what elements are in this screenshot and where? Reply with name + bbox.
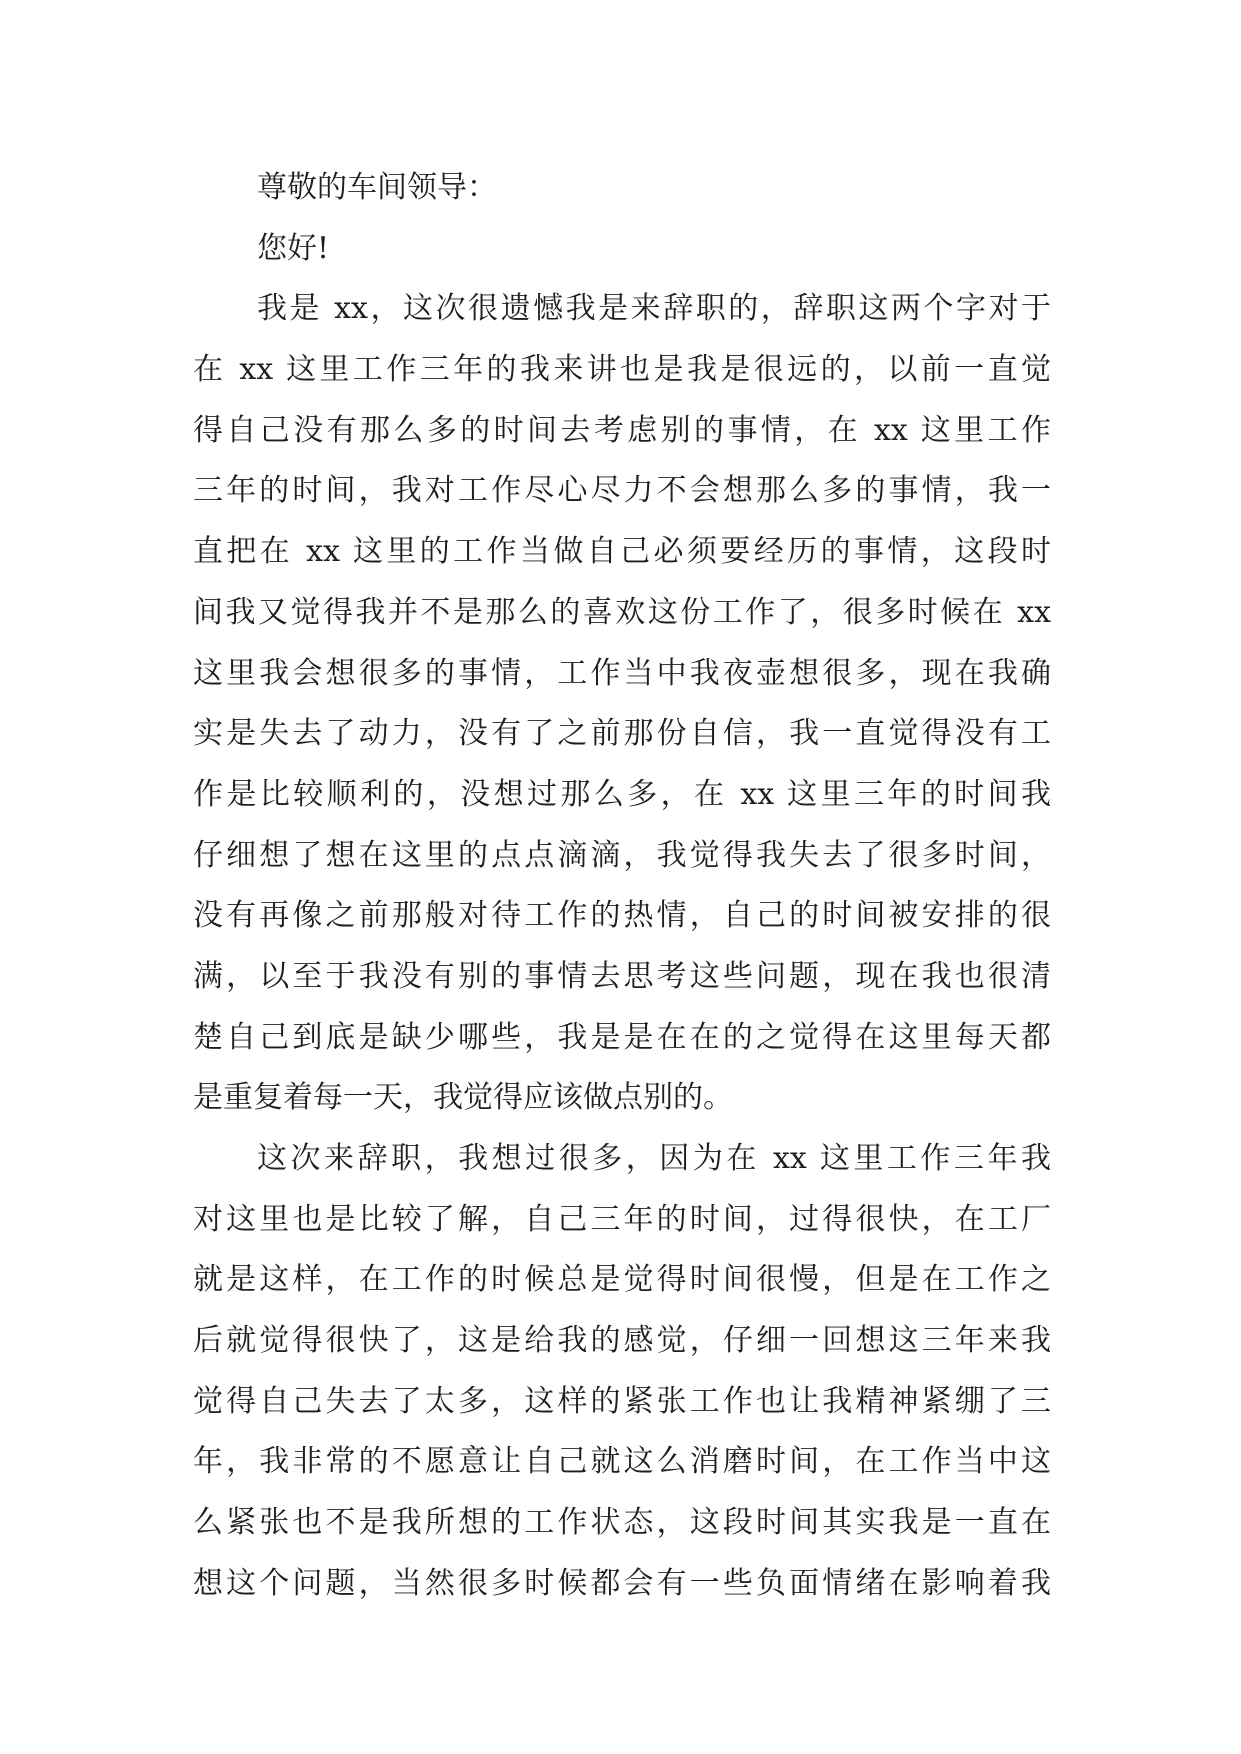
salutation: 尊敬的车间领导：: [257, 170, 497, 205]
paragraph-2-line: 这次来辞职，我想过很多，因为在 xx 这里工作三年我: [257, 1141, 1051, 1176]
paragraph-2-line: 就是这样，在工作的时候总是觉得时间很慢，但是在工作之: [193, 1262, 1051, 1298]
paragraph-2-line: 对这里也是比较了解，自己三年的时间，过得很快，在工厂: [193, 1201, 1051, 1237]
paragraph-1-line: 仔细想了想在这里的点点滴滴，我觉得我失去了很多时间，: [193, 837, 1051, 873]
paragraph-1-line: 直把在 xx 这里的工作当做自己必须要经历的事情，这段时: [193, 534, 1051, 570]
greeting: 您好!: [257, 230, 330, 266]
paragraph-1-line: 这里我会想很多的事情，工作当中我夜壶想很多，现在我确: [193, 655, 1051, 691]
paragraph-1-line: 在 xx 这里工作三年的我来讲也是我是很远的，以前一直觉: [193, 352, 1051, 388]
paragraph-1-line: 没有再像之前那般对待工作的热情，自己的时间被安排的很: [193, 898, 1051, 934]
paragraph-2-line: 想这个问题，当然很多时候都会有一些负面情绪在影响着我: [193, 1565, 1051, 1601]
paragraph-1-line: 我是 xx，这次很遗憾我是来辞职的，辞职这两个字对于: [257, 291, 1051, 327]
letter-body: [193, 158, 1051, 1615]
paragraph-1-line: 楚自己到底是缺少哪些，我是是在在的之觉得在这里每天都: [193, 1019, 1051, 1055]
paragraph-2-line: 么紧张也不是我所想的工作状态，这段时间其实我是一直在: [193, 1505, 1051, 1541]
paragraph-1-line: 得自己没有那么多的时间去考虑别的事情，在 xx 这里工作: [193, 412, 1051, 448]
paragraph-1-line: 实是失去了动力，没有了之前那份自信，我一直觉得没有工: [193, 716, 1051, 752]
paragraph-1-line: 是重复着每一天，我觉得应该做点别的。: [193, 1080, 733, 1116]
paragraph-2-line: 觉得自己失去了太多，这样的紧张工作也让我精神紧绷了三: [193, 1383, 1051, 1419]
paragraph-2-line: 后就觉得很快了，这是给我的感觉，仔细一回想这三年来我: [193, 1323, 1051, 1359]
paragraph-1-line: 三年的时间，我对工作尽心尽力不会想那么多的事情，我一: [193, 473, 1051, 509]
paragraph-2-line: 年，我非常的不愿意让自己就这么消磨时间，在工作当中这: [193, 1444, 1051, 1480]
paragraph-1-line: 间我又觉得我并不是那么的喜欢这份工作了，很多时候在 xx: [193, 594, 1051, 630]
paragraph-1-line: 满，以至于我没有别的事情去思考这些问题，现在我也很清: [193, 958, 1051, 994]
paragraph-1-line: 作是比较顺利的，没想过那么多，在 xx 这里三年的时间我: [193, 776, 1051, 812]
